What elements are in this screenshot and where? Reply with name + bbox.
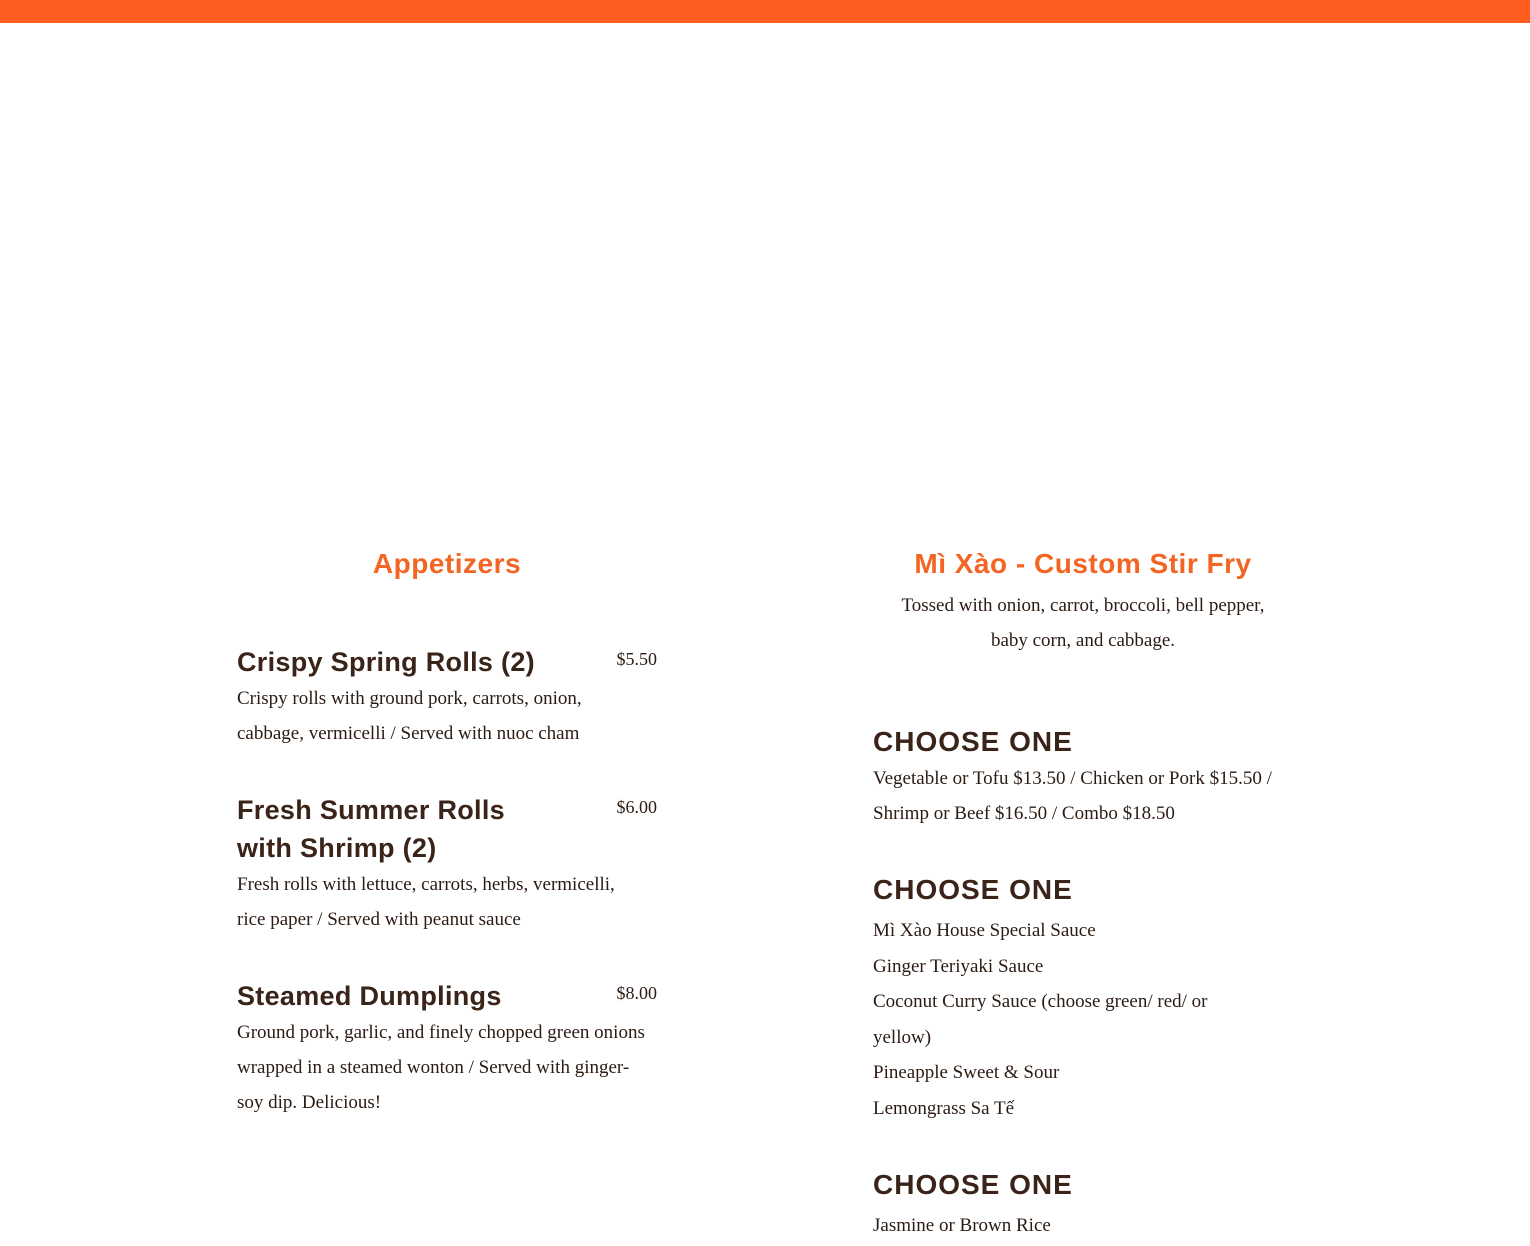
- menu-item-price: $8.00: [616, 983, 657, 1003]
- choice-group-base: [873, 1166, 1293, 1244]
- menu-item-description: Crispy rolls with ground pork, carrots, onion, cabbage, vermicelli / Served with nuoc cham: [237, 688, 582, 744]
- choice-title: CHOOSE ONE: [873, 874, 1073, 905]
- menu-item-name: Crispy Spring Rolls (2): [237, 647, 535, 677]
- stir-fry-intro: Tossed with onion, carrot, broccoli, bell pepper, baby corn, and cabbage.: [901, 595, 1265, 651]
- stir-fry-section: [873, 540, 1293, 1244]
- choice-group-protein: [873, 723, 1293, 831]
- option-line: Jasmine or Brown Rice: [873, 1215, 1051, 1236]
- menu-item-description: Fresh rolls with lettuce, carrots, herbs, vermicelli, rice paper / Served with peanut sauce: [237, 874, 615, 930]
- menu-item: [237, 977, 657, 1120]
- appetizers-title: Appetizers: [372, 548, 522, 579]
- appetizers-section: [237, 540, 657, 1120]
- option-line: Pineapple Sweet & Sour: [873, 1062, 1060, 1083]
- menu-item-price: $5.50: [616, 649, 657, 669]
- menu-item-name: Fresh Summer Rolls with Shrimp (2): [237, 795, 505, 863]
- menu-item-name: Steamed Dumplings: [237, 981, 502, 1011]
- stir-fry-title: Mì Xào - Custom Stir Fry: [914, 548, 1252, 579]
- menu-item-description: Ground pork, garlic, and finely chopped green onions wrapped in a steamed wonton / Served with ginger-soy dip. Delicious!: [237, 1022, 645, 1113]
- menu-item-price: $6.00: [616, 797, 657, 817]
- choice-group-sauce: [873, 871, 1293, 1126]
- option-line: Mì Xào House Special Sauce: [873, 920, 1096, 941]
- choice-text: Vegetable or Tofu $13.50 / Chicken or Pork $15.50 / Shrimp or Beef $16.50 / Combo $18.50: [873, 768, 1272, 824]
- choice-title: CHOOSE ONE: [873, 1169, 1073, 1200]
- menu-item: [237, 791, 657, 937]
- choice-title: CHOOSE ONE: [873, 726, 1073, 757]
- menu-item: [237, 643, 657, 751]
- option-line: Coconut Curry Sauce (choose green/ red/ or yellow): [873, 991, 1208, 1048]
- option-line: Lemongrass Sa Tế: [873, 1097, 1015, 1119]
- option-line: Ginger Teriyaki Sauce: [873, 955, 1044, 977]
- top-accent-bar: [0, 0, 1530, 23]
